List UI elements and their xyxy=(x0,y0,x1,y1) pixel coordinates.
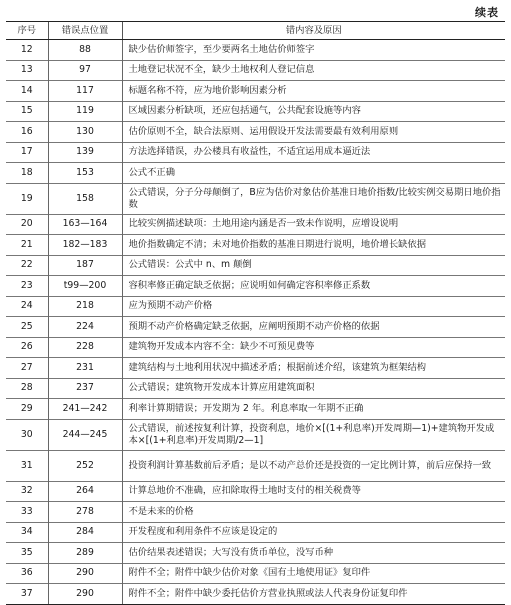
row-location: 231 xyxy=(48,358,122,379)
table-header-row xyxy=(6,22,505,40)
row-description: 不是未来的价格 xyxy=(122,502,505,523)
table-row xyxy=(6,101,505,122)
table-row xyxy=(6,522,505,543)
row-description: 公式错误，前述按复利计算，投资利息，地价×[(1+利息率)开发周期—1)+建筑物开发成本×[(1+利息率)开发周期/2—1] xyxy=(122,419,505,450)
table-row xyxy=(6,481,505,502)
table-row xyxy=(6,450,505,481)
continued-label: 续表 xyxy=(475,6,499,19)
table-row xyxy=(6,142,505,163)
row-number: 25 xyxy=(6,317,48,338)
table-row xyxy=(6,183,505,214)
row-number: 16 xyxy=(6,122,48,143)
table-row xyxy=(6,419,505,450)
row-number: 20 xyxy=(6,214,48,235)
row-description: 区域因素分析缺项，还应包括通气，公共配套设施等内容 xyxy=(122,101,505,122)
row-description: 缺少估价师签字，至少要两名土地估价师签字 xyxy=(122,40,505,61)
row-number: 13 xyxy=(6,60,48,81)
row-location: 241—242 xyxy=(48,399,122,420)
row-number: 24 xyxy=(6,296,48,317)
table-row xyxy=(6,358,505,379)
row-location: 153 xyxy=(48,163,122,184)
row-location: 252 xyxy=(48,450,122,481)
table-row xyxy=(6,337,505,358)
row-location: 290 xyxy=(48,563,122,584)
row-number: 30 xyxy=(6,419,48,450)
row-number: 34 xyxy=(6,522,48,543)
row-description: 开发程度和利用条件不应该是设定的 xyxy=(122,522,505,543)
table-row xyxy=(6,40,505,61)
row-number: 12 xyxy=(6,40,48,61)
row-location: 290 xyxy=(48,584,122,605)
row-location: 182—183 xyxy=(48,235,122,256)
table-row xyxy=(6,276,505,297)
row-number: 29 xyxy=(6,399,48,420)
row-location: 264 xyxy=(48,481,122,502)
table-row xyxy=(6,563,505,584)
row-number: 21 xyxy=(6,235,48,256)
row-location: 289 xyxy=(48,543,122,564)
row-description: 估价原则不全，缺合法原则、运用假设开发法需要最有效利用原则 xyxy=(122,122,505,143)
row-description: 比较实例描述缺项：土地用途内涵是否一致未作说明，应增设说明 xyxy=(122,214,505,235)
row-number: 27 xyxy=(6,358,48,379)
row-description: 方法选择错误，办公楼具有收益性，不适宜运用成本逼近法 xyxy=(122,142,505,163)
row-number: 36 xyxy=(6,563,48,584)
row-number: 28 xyxy=(6,378,48,399)
row-description: 预期不动产价格确定缺乏依据，应阐明预期不动产价格的依据 xyxy=(122,317,505,338)
table-row xyxy=(6,81,505,102)
header-description: 错内容及原因 xyxy=(122,22,505,40)
table-row xyxy=(6,255,505,276)
row-number: 15 xyxy=(6,101,48,122)
row-number: 37 xyxy=(6,584,48,605)
table-row xyxy=(6,214,505,235)
table-row xyxy=(6,296,505,317)
header-location: 错误点位置 xyxy=(48,22,122,40)
row-location: 244—245 xyxy=(48,419,122,450)
row-location: 158 xyxy=(48,183,122,214)
row-location: 97 xyxy=(48,60,122,81)
row-description: 利率计算期错误；开发期为 2 年。利息率取一年期不正确 xyxy=(122,399,505,420)
row-location: 237 xyxy=(48,378,122,399)
row-description: 公式错误：公式中 n、m 颠倒 xyxy=(122,255,505,276)
table-row xyxy=(6,317,505,338)
row-number: 23 xyxy=(6,276,48,297)
row-description: 计算总地价不准确，应扣除取得土地时支付的相关税费等 xyxy=(122,481,505,502)
row-description: 建筑结构与土地利用状况中描述矛盾；根据前述介绍，该建筑为框架结构 xyxy=(122,358,505,379)
row-description: 公式不正确 xyxy=(122,163,505,184)
row-location: 88 xyxy=(48,40,122,61)
row-description: 应为预期不动产价格 xyxy=(122,296,505,317)
row-number: 22 xyxy=(6,255,48,276)
table-row xyxy=(6,543,505,564)
table-row xyxy=(6,122,505,143)
row-number: 17 xyxy=(6,142,48,163)
row-description: 公式错误；建筑物开发成本计算应用建筑面积 xyxy=(122,378,505,399)
row-location: 218 xyxy=(48,296,122,317)
row-number: 26 xyxy=(6,337,48,358)
table-row xyxy=(6,378,505,399)
row-location: 284 xyxy=(48,522,122,543)
table-row xyxy=(6,584,505,605)
row-number: 33 xyxy=(6,502,48,523)
row-location: 117 xyxy=(48,81,122,102)
table-row xyxy=(6,235,505,256)
header-no: 序号 xyxy=(6,22,48,40)
row-description: 附件不全；附件中缺少估价对象《国有土地使用证》复印件 xyxy=(122,563,505,584)
table-row xyxy=(6,60,505,81)
row-description: 地价指数确定不清；未对地价指数的基准日期进行说明，地价增长缺依据 xyxy=(122,235,505,256)
row-location: 224 xyxy=(48,317,122,338)
row-description: 公式错误，分子分母颠倒了，B应为估价对象估价基准日地价指数/比较实例交易期日地价指数 xyxy=(122,183,505,214)
row-number: 35 xyxy=(6,543,48,564)
row-description: 容积率修正确定缺乏依据；应说明如何确定容积率修正系数 xyxy=(122,276,505,297)
row-location: 163—164 xyxy=(48,214,122,235)
row-number: 19 xyxy=(6,183,48,214)
row-number: 31 xyxy=(6,450,48,481)
row-description: 建筑物开发成本内容不全：缺少不可预见费等 xyxy=(122,337,505,358)
row-number: 32 xyxy=(6,481,48,502)
table-body xyxy=(6,40,505,605)
errors-table xyxy=(6,21,505,605)
table-row xyxy=(6,163,505,184)
row-description: 估价结果表述错误；大写没有货币单位，没写币种 xyxy=(122,543,505,564)
row-number: 18 xyxy=(6,163,48,184)
row-location: t99—200 xyxy=(48,276,122,297)
row-description: 投资利润计算基数前后矛盾；是以不动产总价还是投资的一定比例计算，前后应保持一致 xyxy=(122,450,505,481)
row-location: 228 xyxy=(48,337,122,358)
row-description: 标题名称不符，应为地价影响因素分析 xyxy=(122,81,505,102)
row-number: 14 xyxy=(6,81,48,102)
row-location: 187 xyxy=(48,255,122,276)
table-row xyxy=(6,399,505,420)
row-location: 130 xyxy=(48,122,122,143)
row-description: 附件不全；附件中缺少委托估价方营业执照或法人代表身份证复印件 xyxy=(122,584,505,605)
row-location: 139 xyxy=(48,142,122,163)
row-location: 278 xyxy=(48,502,122,523)
row-description: 土地登记状况不全，缺少土地权利人登记信息 xyxy=(122,60,505,81)
row-location: 119 xyxy=(48,101,122,122)
table-row xyxy=(6,502,505,523)
